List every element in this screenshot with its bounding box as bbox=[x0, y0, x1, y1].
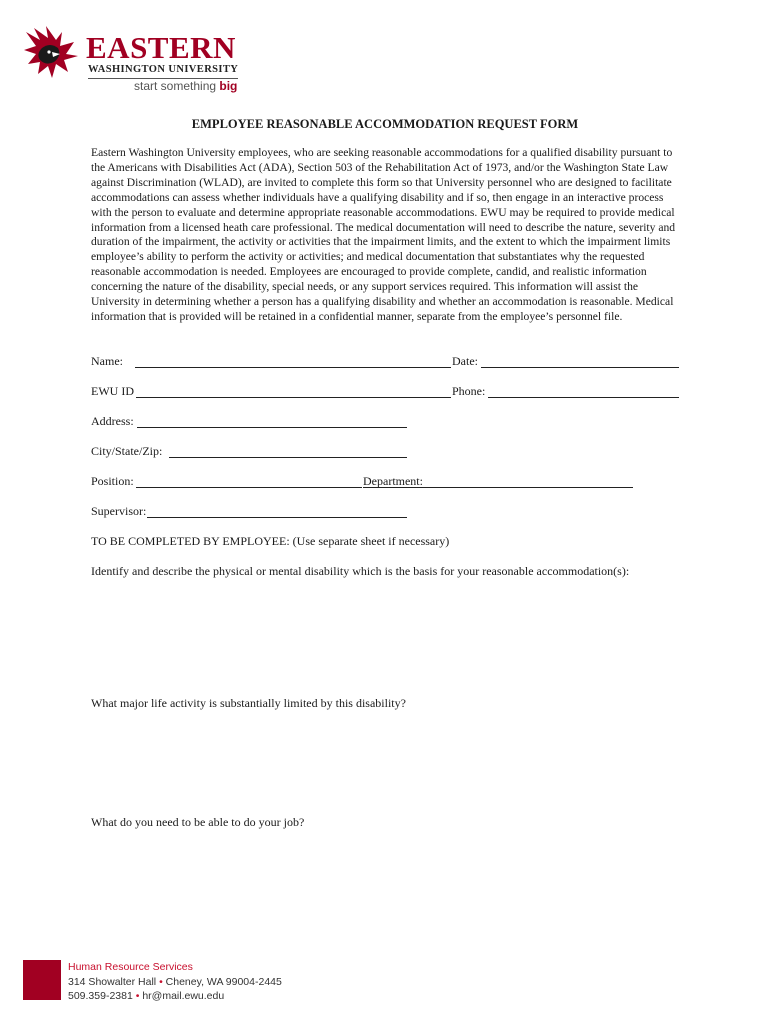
tagline-prefix: start something bbox=[134, 79, 220, 93]
footer-contact bbox=[68, 960, 282, 1004]
form-title: EMPLOYEE REASONABLE ACCOMMODATION REQUEST FORM bbox=[191, 117, 579, 131]
position-label: Position: bbox=[91, 474, 134, 488]
supervisor-label: Supervisor: bbox=[91, 504, 147, 518]
department-field[interactable] bbox=[363, 487, 633, 488]
footer-address-line: 314 Showalter Hall bbox=[68, 975, 157, 988]
footer-phone: 509.359-2381 bbox=[68, 990, 133, 1002]
position-field[interactable] bbox=[136, 487, 362, 488]
footer-email-link[interactable]: hr@mail.ewu.edu bbox=[142, 990, 225, 1002]
logo-subname: WASHINGTON UNIVERSITY bbox=[88, 64, 239, 75]
name-label: Name: bbox=[91, 354, 123, 368]
footer-department: Human Resource Services bbox=[68, 961, 193, 973]
form-intro: Eastern Washington University employees, who are seeking reasonable accommodations for a qualified disability pursuant to the Americans with Disabilities Act (ADA), Section 503 of the Rehabilitation Act of 1973, and/or the Washington State Law against Discrimination (WLAD), are invited to complete this form so that University personnel who are designed to facilitate accommodations can assess whether individuals have a qualifying disability and if so, then engage in an interactive process with the person to evaluate and determine appropriate reasonable accommodations. EWU may be required to provide medical information from a licensed heath care professional. The medical documentation will need to describe the nature, severity and duration of the impairment, the activity or activities that the impairment limits, and the extent to which the impairment limits employee’s ability to perform the activity or activities; and medical documentation that substantiates why the requested reasonable accommodation is needed. Employees are encouraged to provide complete, candid, and realistic information concerning the nature of the disability, special needs, or any support services required. This information will assist the University in determining whether a person has a qualifying disability and whether an accommodation is reasonable. Medical information that is provided will be retained in a confidential manner, separate from the employee’s personnel file. bbox=[91, 146, 676, 323]
footer-brand-block bbox=[23, 960, 61, 1000]
department-label: Department: bbox=[363, 474, 423, 488]
footer-separator: • bbox=[159, 975, 163, 988]
tagline-bold: big bbox=[219, 79, 238, 93]
date-label: Date: bbox=[452, 354, 478, 368]
question-disability: Identify and describe the physical or mental disability which is the basis for your reasonable accommodation(s): bbox=[91, 564, 630, 578]
question-job-needs: What do you need to be able to do your job? bbox=[91, 815, 305, 829]
city-state-zip-field[interactable] bbox=[169, 457, 407, 458]
logo-wordmark: EASTERN bbox=[86, 30, 236, 65]
supervisor-field[interactable] bbox=[147, 517, 407, 518]
university-logo bbox=[22, 22, 262, 100]
question-life-activity: What major life activity is substantially limited by this disability? bbox=[91, 696, 406, 710]
section-heading: TO BE COMPLETED BY EMPLOYEE: (Use separate sheet if necessary) bbox=[91, 534, 450, 548]
footer-address bbox=[68, 975, 282, 990]
address-field[interactable] bbox=[137, 427, 407, 428]
footer-phone-email bbox=[68, 989, 282, 1004]
logo-tagline bbox=[134, 79, 237, 93]
city-state-zip-label: City/State/Zip: bbox=[91, 444, 163, 458]
footer-city-line: Cheney, WA 99004-2445 bbox=[165, 975, 282, 988]
eagle-icon bbox=[22, 22, 82, 82]
date-field[interactable] bbox=[481, 367, 679, 368]
ewu-id-field[interactable] bbox=[136, 397, 451, 398]
phone-label: Phone: bbox=[452, 384, 486, 398]
footer-separator-2: • bbox=[135, 990, 140, 1002]
name-field[interactable] bbox=[135, 367, 451, 368]
address-label: Address: bbox=[91, 414, 134, 428]
ewu-id-label: EWU ID bbox=[91, 384, 134, 398]
phone-field[interactable] bbox=[488, 397, 679, 398]
